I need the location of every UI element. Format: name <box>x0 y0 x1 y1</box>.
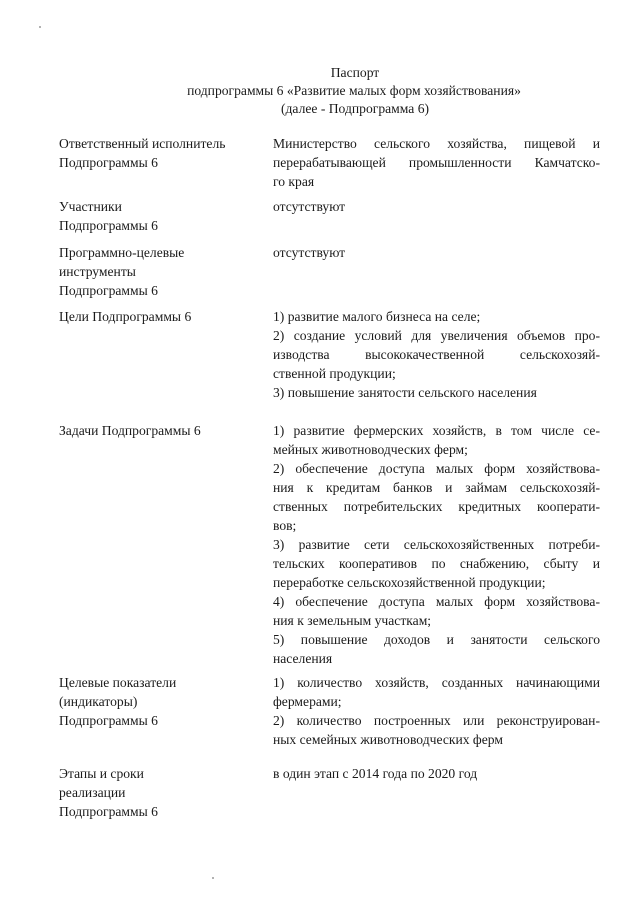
passport-note: (далее - Подпрограмма 6) <box>280 101 430 116</box>
row-value: в один этап с 2014 года по 2020 год <box>273 766 478 781</box>
scan-speck <box>212 877 214 879</box>
passport-subtitle: подпрограммы 6 «Развитие малых форм хозяйствования» <box>187 83 521 98</box>
row-label: Целевые показатели (индикаторы) Подпрограммы 6 <box>59 675 177 728</box>
row-value: 1) развитие фермерских хозяйств, в том числе се- мейных животноводческих ферм; 2) обеспечение доступа малых форм хозяйствова- ния к кредитам банков и займам сельскохозяй- ственных потребительских кредитных кооперати- вов; 3) развитие сети сельскохозяйственных потреби- тельских кооперативов по снабжению, сбыту и переработке сельскохозяйственной продукции; 4) обеспечение доступа малых форм хозяйствова- ния к земельным участкам; 5) повышение доходов и занятости сельского населения <box>273 423 600 666</box>
row-value: отсутствуют <box>273 199 346 214</box>
passport-title: Паспорт <box>330 65 380 80</box>
row-label: Этапы и сроки реализации Подпрограммы 6 <box>59 766 158 819</box>
row-label: Задачи Подпрограммы 6 <box>59 423 201 438</box>
row-value: отсутствуют <box>273 245 346 260</box>
row-value: Министерство сельского хозяйства, пищевой и перерабатывающей промышленности Камчатско- го края <box>273 136 600 189</box>
row-value: 1) количество хозяйств, созданных начинающими фермерами; 2) количество построенных или реконструирован- ных семейных животноводческих ферм <box>273 675 600 747</box>
row-label: Цели Подпрограммы 6 <box>59 309 192 324</box>
passport-header <box>0 64 640 118</box>
row-label: Ответственный исполнитель Подпрограммы 6 <box>59 136 226 170</box>
scan-speck <box>39 26 41 28</box>
row-label: Участники Подпрограммы 6 <box>59 199 158 233</box>
row-value: 1) развитие малого бизнеса на селе; 2) создание условий для увеличения объемов про- изводства высококачественной сельскохозяй- ственной продукции; 3) повышение занятости сельского населения <box>273 309 600 400</box>
row-label: Программно-целевые инструменты Подпрограммы 6 <box>59 245 185 298</box>
